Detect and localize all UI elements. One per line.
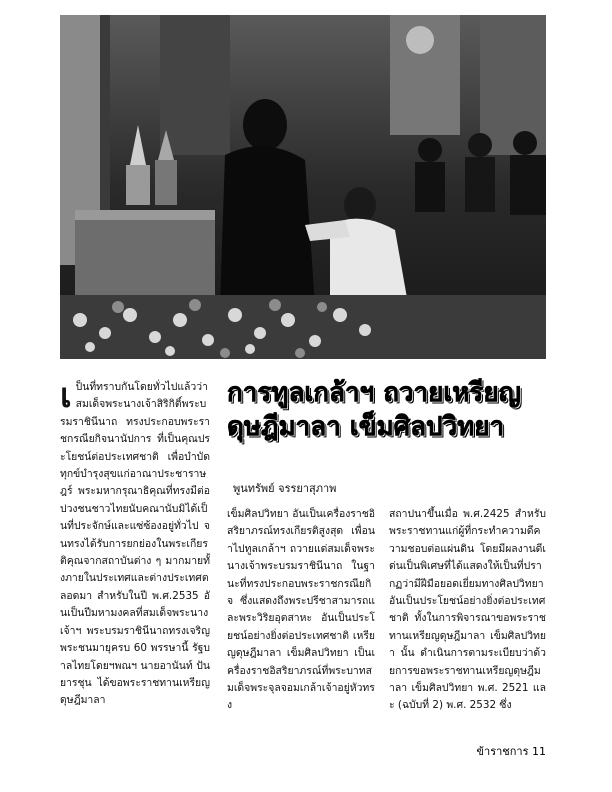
page-footer — [477, 742, 547, 760]
page-number: 11 — [532, 745, 546, 758]
article-column-2-text: เข็มศิลปวิทยา อันเป็นเครื่องราชอิสริยาภรณ์ทรงเกียรติสูงสุด เพื่อนำไปทูลเกล้าฯ ถวายแด่สมเด็จพระนางเจ้าพระบรมราชินีนาถ ในฐานะที่ทรงประกอบพระราชกรณียกิจ ซึ่งแสดงถึงพระปรีชาสามารถและพระวิริยอุตสาหะ อันเป็นประโยชน์อย่างยิ่งต่อประเทศชาติ เหรียญดุษฎีมาลา เข็มศิลปวิทยา เป็นเครื่องราชอิสริยาภรณ์ที่พระบาทสมเด็จพระจุลจอมเกล้าเจ้าอยู่หัวทรง — [227, 508, 375, 712]
article-column-1 — [60, 379, 210, 759]
article-column-3-text: สถาปนาขึ้นเมื่อ พ.ศ.2425 สำหรับพระราชทานแก่ผู้ที่กระทำความดีความชอบต่อแผ่นดิน โดยมีผลงานดีเด่นเป็นพิเศษที่ได้แสดงให้เป็นที่ปรากฏว่ามีฝีมือยอดเยี่ยมทางศิลปวิทยา อันเป็นประโยชน์อย่างยิ่งต่อประเทศชาติ ทั้งในการพิจารณาขอพระราชทานเหรียญดุษฎีมาลา เข็มศิลปวิทยา นั้น ดำเนินการตามระเบียบว่าด้วยการขอพระราชทานเหรียญดุษฎีมาลา เข็มศิลปวิทยา พ.ศ. 2521 และ (ฉบับที่ 2) พ.ศ. 2532 ซึ่ง — [389, 508, 546, 712]
article-column-1-text: ป็นที่ทราบกันโดยทั่วไปแล้วว่าสมเด็จพระนางเจ้าสิริกิติ์พระบรมราชินีนาถ ทรงประกอบพระราชกรณียกิจนานัปการ ที่เป็นคุณประโยชน์ต่อประเทศชาติ เพื่อบำบัดทุกข์บำรุงสุขแก่อาณาประชาราษฎร์ พระมหากรุณาธิคุณที่ทรงมีต่อปวงชนชาวไทยนับคณานับมิได้เป็นที่ประจักษ์และแซ่ซ้องอยู่ทั่วไป จนทรงได้รับการยกย่องในพระเกียรติคุณจากสถาบันต่าง ๆ มากมายทั้งภายในประเทศและต่างประเทศตลอดมา สำหรับในปี พ.ศ.2535 อันเป็นปีมหามงคลที่สมเด็จพระนางเจ้าฯ พระบรมราชินีนาถทรงเจริญพระชนมายุครบ 60 พรรษานี้ รัฐบาลไทยโดยฯพณฯ นายอานันท์ ปันยารชุน ได้ขอพระราชทานเหรียญดุษฎีมาลา — [60, 381, 210, 707]
drop-cap: เ — [60, 379, 72, 416]
article-column-3 — [389, 506, 546, 761]
article-column-2 — [227, 506, 375, 761]
ceremony-photo — [60, 15, 546, 359]
article-byline: พูนทรัพย์ จรรยาสุภาพ — [233, 482, 337, 495]
publication-name: ข้าราชการ — [476, 745, 529, 758]
ceremony-photo-icon — [60, 15, 546, 359]
article-title: การทูลเกล้าฯ ถวายเหรียญดุษฎีมาลา เข็มศิลปวิทยา — [227, 378, 521, 442]
